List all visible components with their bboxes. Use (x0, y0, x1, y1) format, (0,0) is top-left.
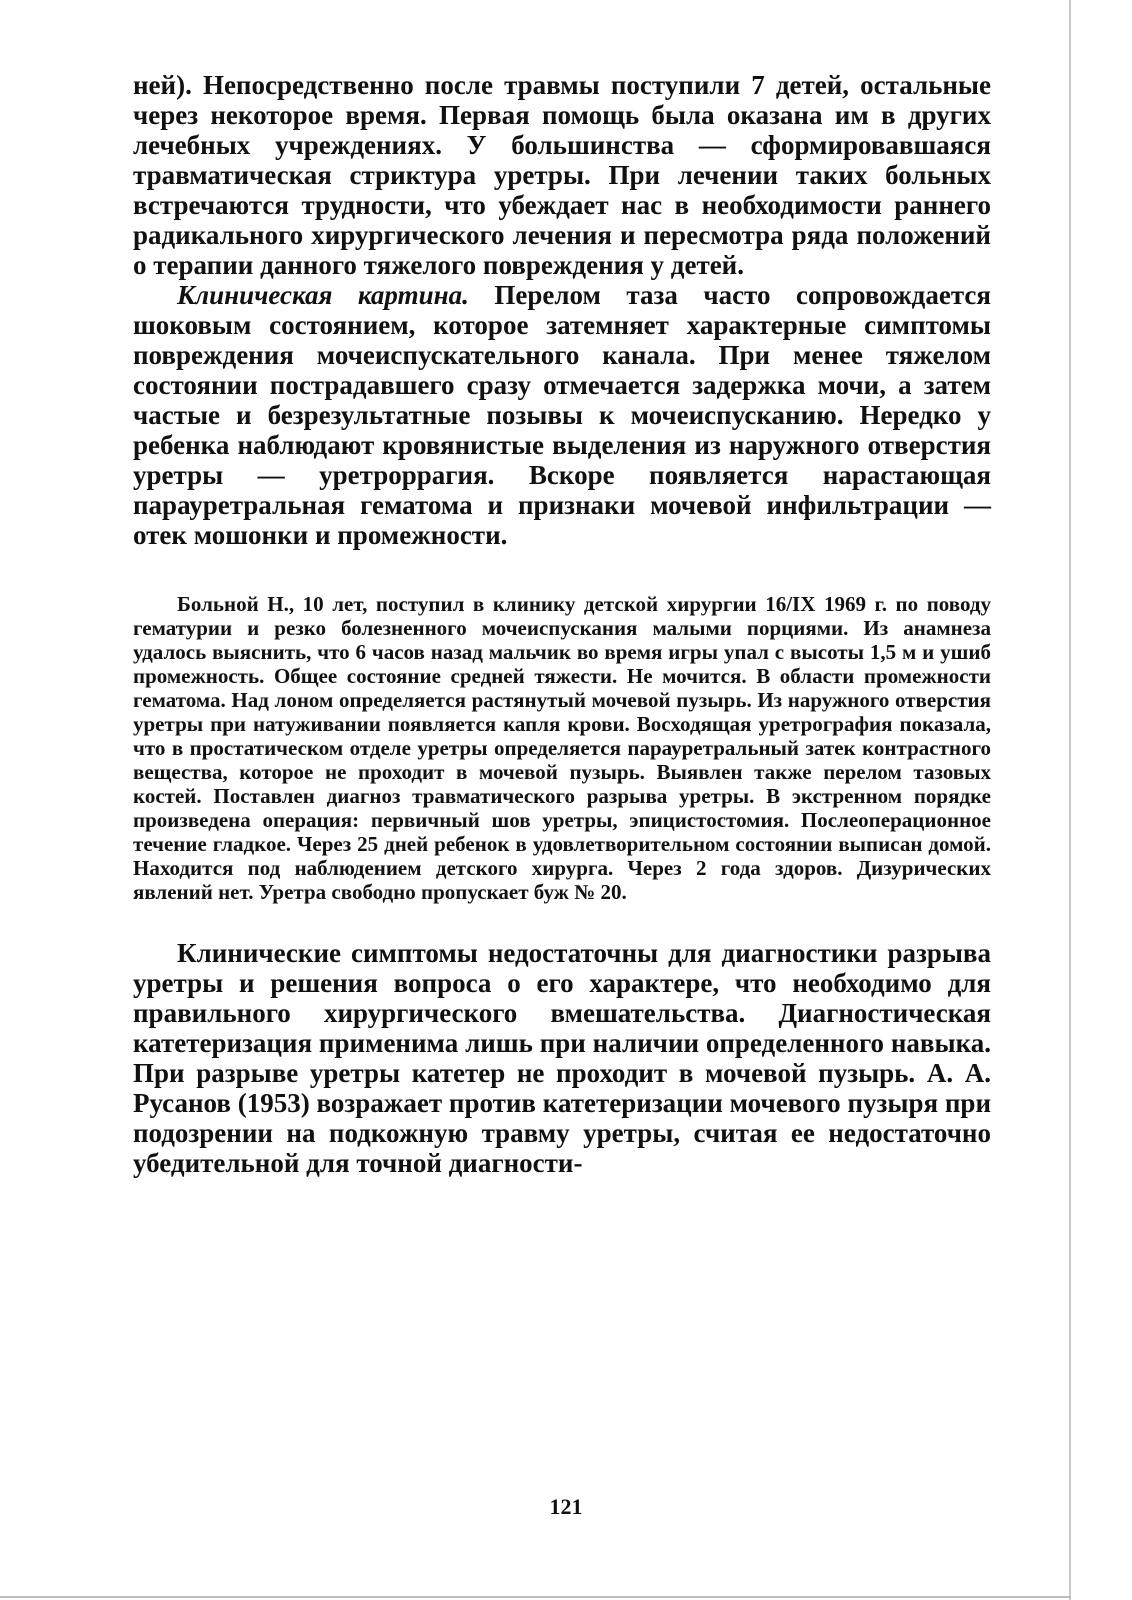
paragraph-clinical-picture (133, 280, 991, 550)
paragraph-clinical-picture-body: Перелом таза часто сопровождается шоковым состоянием, которое затемняет характерные симптомы повреждения мочеиспускательного канала. При менее тяжелом состоянии пострадавшего сразу отмечается задержка мочи, а затем частые и безрезультатные позывы к мочеиспусканию. Нередко у ребенка наблюдают кровянистые выделения из наружного отверстия уретры — уретроррагия. Вскоре появляется нарастающая парауретральная гематома и признаки мочевой инфильтрации — отек мошонки и промежности. (133, 280, 991, 550)
page-right-edge (1069, 0, 1071, 1600)
paragraph-diagnostics: Клинические симптомы недостаточны для диагностики разрыва уретры и решения вопроса о его характере, что необходимо для правильного хирургического вмешательства. Диагностическая катетеризация применима лишь при наличии определенного навыка. При разрыве уретры катетер не проходит в мочевой пузырь. А. А. Русанов (1953) возражает против катетеризации мочевого пузыря при подозрении на подкожную травму уретры, считая ее недостаточно убедительной для точной диагности- (133, 938, 991, 1178)
page-bottom-edge (0, 1596, 1071, 1598)
case-report: Больной Н., 10 лет, поступил в клинику детской хирургии 16/IX 1969 г. по поводу гематурии и резко болезненного мочеиспускания малыми порциями. Из анамнеза удалось выяснить, что 6 часов назад мальчик во время игры упал с высоты 1,5 м и ушиб промежность. Общее состояние средней тяжести. Не мочится. В области промежности гематома. Над лоном определяется растянутый мочевой пузырь. Из наружного отверстия уретры при натуживании появляется капля крови. Восходящая уретрография показала, что в простатическом отделе уретры определяется парауретральный затек контрастного вещества, которое не проходит в мочевой пузырь. Выявлен также перелом тазовых костей. Поставлен диагноз травматического разрыва уретры. В экстренном порядке произведена операция: первичный шов уретры, эпицистостомия. Послеоперационное течение гладкое. Через 25 дней ребенок в удовлетворительном состоянии выписан домой. Находится под наблюдением детского хирурга. Через 2 года здоров. Дизурических явлений нет. Уретра свободно пропускает буж № 20. (133, 592, 991, 904)
paragraph-continued: ней). Непосредственно после травмы поступили 7 детей, остальные через некоторое время. Первая помощь была оказана им в других лечебных учреждениях. У большинства — сформировавшаяся травматическая стриктура уретры. При лечении таких больных встречаются трудности, что убеждает нас в необходимости раннего радикального хирургического лечения и пересмотра ряда положений о терапии данного тяжелого повреждения у детей. (133, 70, 991, 280)
page-number: 121 (549, 1494, 583, 1519)
section-heading-clinical-picture: Клиническая картина. (177, 280, 469, 310)
text-column (133, 70, 991, 1178)
